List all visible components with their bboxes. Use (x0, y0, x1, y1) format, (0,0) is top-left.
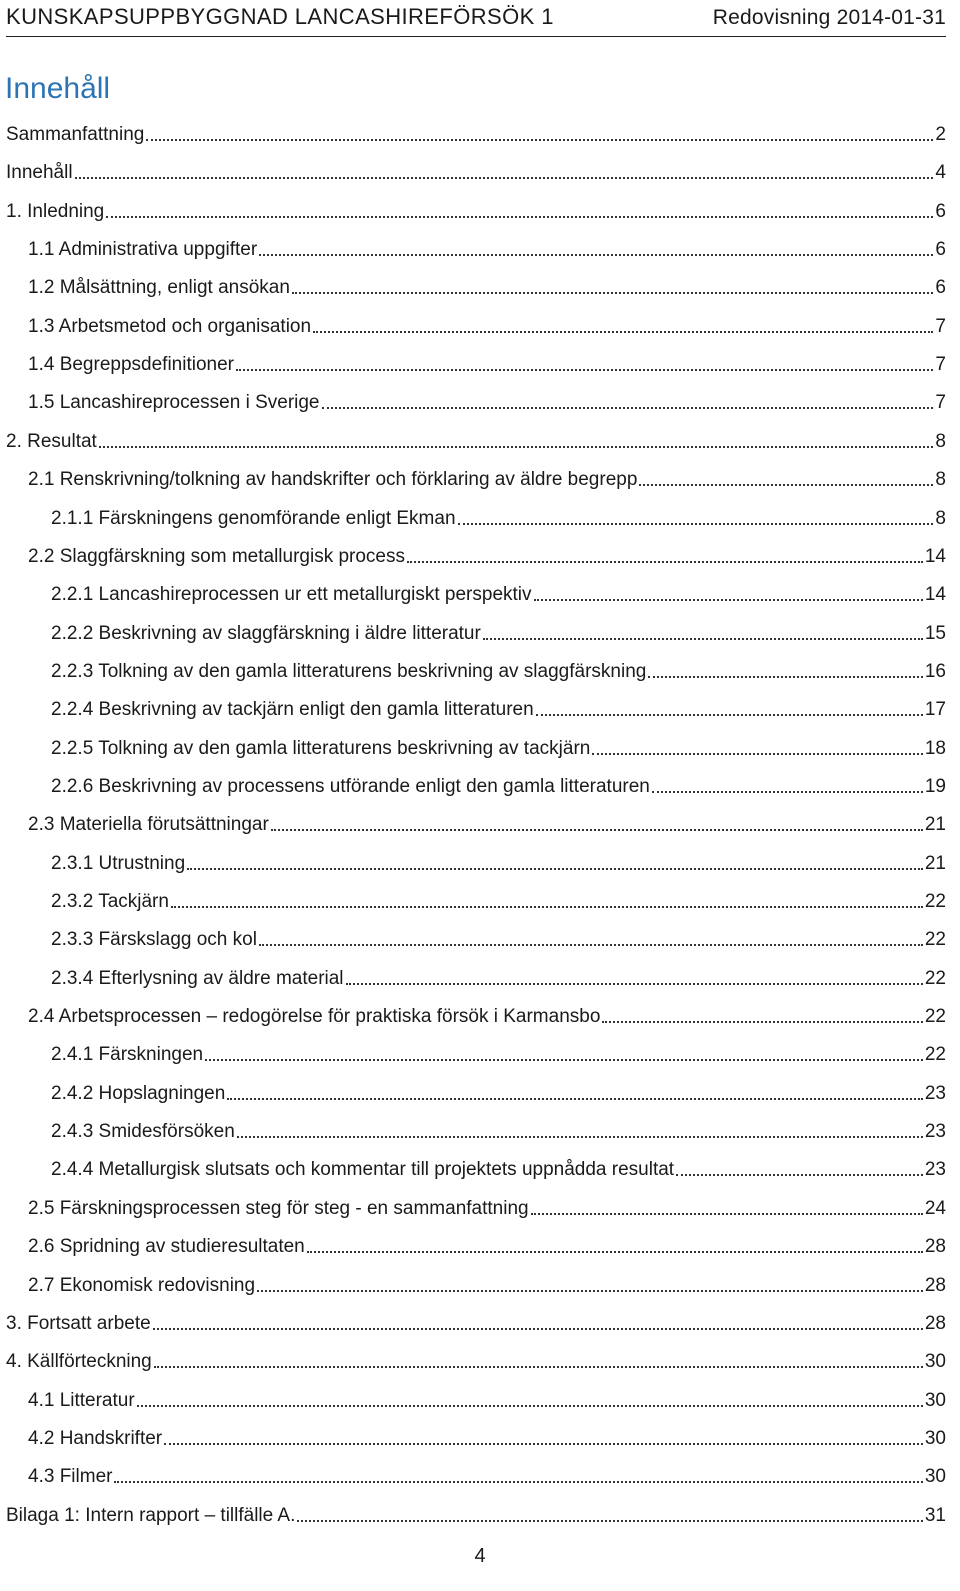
toc-entry-label: Sammanfattning (6, 124, 145, 145)
toc-entry[interactable] (0, 1220, 946, 1258)
toc-entry-page: 14 (924, 545, 946, 567)
toc-entry-page: 23 (924, 1082, 946, 1104)
toc-entry-label: 1.3 Arbetsmetod och organisation (28, 315, 312, 337)
toc-dot-leader (346, 983, 923, 985)
toc-entry-label: 1. Inledning (6, 200, 105, 222)
toc-entry-label: 2.2.5 Tolkning av den gamla litteraturens beskrivning av tackjärn (51, 737, 591, 759)
toc-dot-leader (153, 1328, 923, 1330)
toc-entry-page: 30 (924, 1427, 946, 1449)
toc-entry[interactable] (0, 223, 946, 261)
toc-entry[interactable] (0, 837, 946, 875)
toc-entry-label: 4.3 Filmer (28, 1466, 113, 1488)
toc-entry-page: 22 (924, 1006, 946, 1028)
toc-entry[interactable] (0, 568, 946, 606)
toc-dot-leader (531, 1213, 923, 1215)
toc-dot-leader (322, 407, 934, 409)
toc-entry-label: 2.2 Slaggfärskning som metallurgisk process (28, 545, 406, 567)
toc-heading: Innehåll (5, 72, 111, 105)
toc-entry-label: 2.1 Renskrivning/tolkning av handskrifter och förklaring av äldre begrepp (28, 469, 638, 491)
toc-dot-leader (75, 177, 934, 179)
toc-entry-label: 2.4 Arbetsprocessen – redogörelse för praktiska försök i Karmansbo (28, 1006, 601, 1028)
toc-entry-page: 30 (924, 1466, 946, 1488)
toc-entry-page: 22 (924, 967, 946, 989)
toc-entry[interactable] (0, 1067, 946, 1105)
toc-entry-page: 15 (924, 622, 946, 644)
toc-entry-label: 4.1 Litteratur (28, 1389, 135, 1411)
toc-entry-page: 7 (935, 354, 946, 376)
toc-dot-leader (227, 1098, 923, 1100)
header-report-date: Redovisning 2014-01-31 (712, 6, 946, 29)
toc-dot-leader (164, 1443, 923, 1445)
toc-entry-label: 2.5 Färskningsprocessen steg för steg - en sammanfattning (28, 1197, 529, 1219)
toc-dot-leader (154, 1366, 923, 1368)
toc-entry-label: 2.6 Spridning av studieresultaten (28, 1236, 305, 1258)
toc-dot-leader (171, 906, 923, 908)
toc-entry[interactable] (0, 146, 946, 184)
toc-dot-leader (307, 1251, 923, 1253)
toc-entry-page: 4 (935, 162, 946, 184)
toc-entry-page: 16 (924, 660, 946, 682)
toc-dot-leader (652, 791, 923, 793)
toc-entry-label: 1.4 Begreppsdefinitioner (28, 354, 234, 376)
toc-entry-page: 28 (924, 1274, 946, 1296)
toc-entry-page: 17 (924, 699, 946, 721)
toc-entry-label: 2.2.2 Beskrivning av slaggfärskning i äldre litteratur (51, 622, 481, 644)
toc-entry-label: 2.3.3 Färskslagg och kol (51, 929, 257, 951)
toc-entry[interactable] (0, 108, 946, 146)
toc-entry-page: 19 (924, 775, 946, 797)
toc-dot-leader (257, 1290, 923, 1292)
toc-entry-label: 2.2.6 Beskrivning av processens utförande enligt den gamla litteraturen (51, 775, 650, 797)
toc-entry[interactable] (0, 185, 946, 223)
toc-entry[interactable] (0, 1028, 946, 1066)
toc-entry-page: 22 (924, 891, 946, 912)
toc-dot-leader (483, 638, 923, 640)
toc-entry[interactable] (0, 1335, 946, 1373)
toc-entry-page: 28 (924, 1312, 946, 1334)
toc-dot-leader (106, 216, 933, 218)
toc-entry-page: 8 (935, 469, 946, 491)
toc-entry-page: 30 (924, 1351, 946, 1373)
header-document-title: KUNSKAPSUPPBYGGNAD LANCASHIREFÖRSÖK 1 (6, 4, 554, 29)
toc-dot-leader (205, 1059, 923, 1061)
toc-entry[interactable] (0, 760, 946, 798)
toc-entry-label: Innehåll (6, 162, 73, 184)
page-number: 4 (474, 1545, 486, 1567)
toc-entry[interactable] (0, 1259, 946, 1297)
toc-entry-page: 6 (935, 200, 946, 222)
toc-dot-leader (292, 292, 933, 294)
toc-dot-leader (99, 446, 934, 448)
toc-entry-page: 14 (924, 584, 946, 606)
toc-entry[interactable] (0, 952, 946, 990)
toc-entry-page: 6 (935, 239, 946, 261)
toc-entry-page: 22 (924, 1044, 946, 1066)
toc-dot-leader (676, 1174, 923, 1176)
toc-entry[interactable] (0, 722, 946, 760)
toc-entry[interactable] (0, 607, 946, 645)
toc-entry[interactable] (0, 990, 946, 1028)
toc-entry-page: 7 (935, 315, 946, 337)
toc-entry-page: 6 (935, 277, 946, 299)
toc-entry[interactable] (0, 300, 946, 338)
toc-entry[interactable] (0, 530, 946, 568)
toc-entry-label: 2.4.1 Färskningen (51, 1044, 204, 1066)
toc-dot-leader (407, 561, 923, 563)
toc-entry-page: 7 (935, 392, 946, 414)
toc-entry-page: 30 (924, 1389, 946, 1411)
toc-entry-label: 4. Källförteckning (6, 1351, 152, 1373)
toc-entry-label: Bilaga 1: Intern rapport – tillfälle A. (6, 1504, 296, 1526)
toc-entry[interactable] (0, 913, 946, 951)
toc-entry-label: 3. Fortsatt arbete (6, 1312, 151, 1334)
toc-dot-leader (259, 254, 933, 256)
toc-entry-label: 2.4.3 Smidesförsöken (51, 1121, 235, 1143)
toc-dot-leader (236, 369, 933, 371)
toc-entry-label: 2.2.3 Tolkning av den gamla litteraturens beskrivning av slaggfärskning (51, 660, 647, 682)
toc-dot-leader (297, 1520, 922, 1522)
toc-entry[interactable] (0, 376, 946, 414)
toc-entry[interactable] (0, 875, 946, 913)
toc-entry-label: 2.3.1 Utrustning (51, 852, 186, 874)
toc-entry-page: 21 (924, 852, 946, 874)
toc-entry-label: 1.2 Målsättning, enligt ansökan (28, 277, 290, 299)
toc-entry[interactable] (0, 261, 946, 299)
toc-entry[interactable] (0, 645, 946, 683)
toc-dot-leader (592, 753, 923, 755)
toc-dot-leader (536, 714, 923, 716)
toc-entry[interactable] (0, 798, 946, 836)
toc-dot-leader (534, 599, 923, 601)
toc-dot-leader (187, 868, 923, 870)
toc-entry-page: 24 (924, 1197, 946, 1219)
toc-entry[interactable] (0, 1297, 946, 1335)
toc-dot-leader (259, 944, 923, 946)
toc-entry-label: 1.5 Lancashireprocessen i Sverige (28, 392, 320, 414)
toc-entry-page: 28 (924, 1236, 946, 1258)
toc-entry-label: 2.7 Ekonomisk redovisning (28, 1274, 256, 1296)
toc-entry-label: 1.1 Administrativa uppgifter (28, 239, 258, 261)
toc-entry[interactable] (0, 1450, 946, 1488)
toc-entry[interactable] (0, 415, 946, 453)
toc-entry[interactable] (0, 1182, 946, 1220)
toc-entry[interactable] (0, 1374, 946, 1412)
toc-entry[interactable] (0, 1105, 946, 1143)
toc-entry-page: 18 (924, 737, 946, 759)
toc-entry[interactable] (0, 492, 946, 530)
toc-entry-page: 2 (935, 124, 946, 145)
toc-dot-leader (237, 1136, 923, 1138)
running-header (6, 4, 946, 37)
toc-entry-page: 23 (924, 1159, 946, 1181)
toc-entry-page: 22 (924, 929, 946, 951)
toc-dot-leader (313, 331, 933, 333)
toc-entry-page: 31 (924, 1504, 946, 1526)
toc-entry-label: 4.2 Handskrifter (28, 1427, 163, 1449)
toc-entry[interactable] (0, 1412, 946, 1450)
toc-entry[interactable] (0, 453, 946, 491)
toc-entry-page: 23 (924, 1121, 946, 1143)
toc-dot-leader (602, 1021, 922, 1023)
toc-entry[interactable] (0, 1489, 946, 1527)
toc-entry-page: 21 (924, 814, 946, 836)
toc-dot-leader (458, 523, 934, 525)
toc-entry[interactable] (0, 683, 946, 721)
toc-entry-label: 2. Resultat (6, 430, 97, 452)
toc-entry-label: 2.2.1 Lancashireprocessen ur ett metallurgiskt perspektiv (51, 584, 532, 606)
toc-entry-page: 8 (935, 430, 946, 452)
toc-entry-label: 2.4.2 Hopslagningen (51, 1082, 226, 1104)
toc-dot-leader (271, 829, 923, 831)
toc-entry-label: 2.3 Materiella förutsättningar (28, 814, 269, 836)
toc-entry-label: 2.1.1 Färskningens genomförande enligt Ekman (51, 507, 456, 529)
toc-entry[interactable] (0, 338, 946, 376)
toc-entry[interactable] (0, 1143, 946, 1181)
toc-dot-leader (639, 484, 933, 486)
toc-entry-label: 2.3.2 Tackjärn (51, 891, 169, 912)
toc-entry-label: 2.4.4 Metallurgisk slutsats och kommentar till projektets uppnådda resultat (51, 1159, 675, 1181)
toc-dot-leader (648, 676, 923, 678)
toc-entry-page: 8 (935, 507, 946, 529)
toc-dot-leader (114, 1481, 922, 1483)
toc-entry-label: 2.2.4 Beskrivning av tackjärn enligt den gamla litteraturen (51, 699, 534, 721)
toc-dot-leader (137, 1405, 923, 1407)
toc-dot-leader (146, 139, 933, 141)
toc-entry-label: 2.3.4 Efterlysning av äldre material (51, 967, 344, 989)
